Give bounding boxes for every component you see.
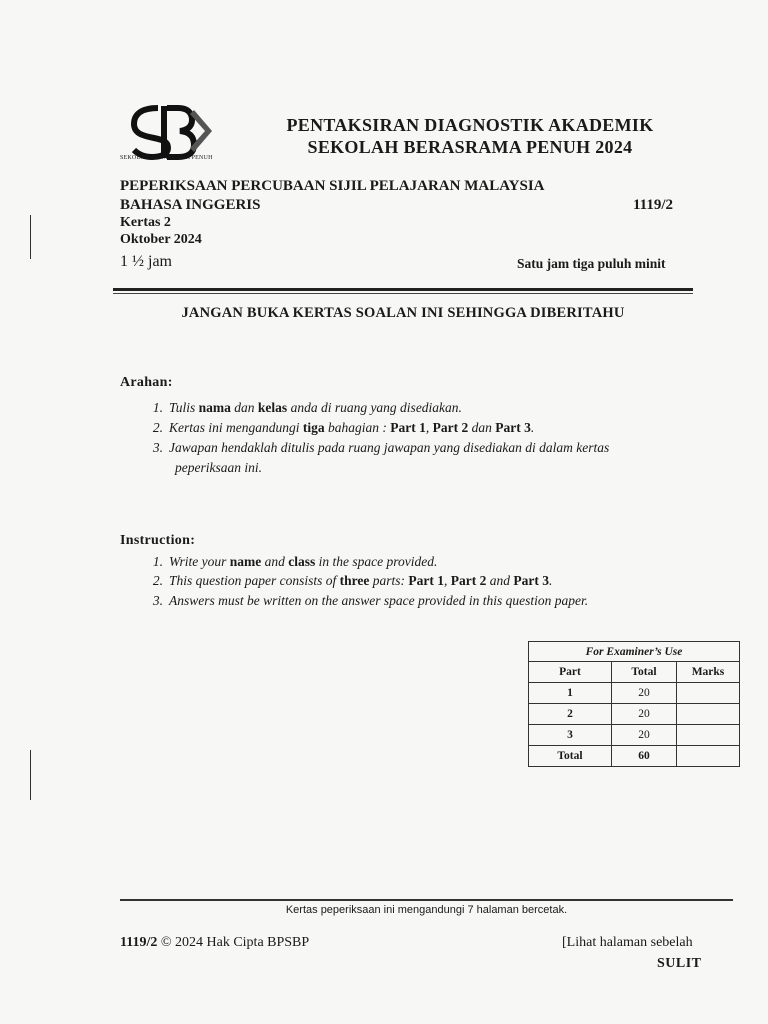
instruction-item-3: 3. Answers must be written on the answer space provided in this question paper. bbox=[152, 593, 589, 608]
logo-caption: SEKOLAH BERASRAMA PENUH bbox=[120, 155, 213, 161]
header-rule-thin bbox=[113, 293, 693, 294]
col-header-part: Part bbox=[529, 662, 612, 683]
footer-note: Kertas peperiksaan ini mengandungi 7 halaman bercetak. bbox=[285, 904, 568, 916]
header-line-2: SEKOLAH BERASRAMA PENUH 2024 bbox=[307, 137, 633, 157]
table-row: 3 20 bbox=[529, 725, 740, 746]
exam-date: Oktober 2024 bbox=[120, 232, 202, 247]
table-total-row: Total 60 bbox=[529, 746, 740, 767]
examiner-table bbox=[528, 641, 740, 767]
col-header-marks: Marks bbox=[677, 662, 740, 683]
marks-cell bbox=[677, 746, 740, 767]
table-row: 1 20 bbox=[529, 683, 740, 704]
header-line-1: PENTAKSIRAN DIAGNOSTIK AKADEMIK bbox=[286, 115, 654, 135]
exam-subject: BAHASA INGGERIS bbox=[120, 197, 261, 213]
arahan-item-1: 1. Tulis nama dan kelas anda di ruang yang disediakan. bbox=[152, 400, 462, 415]
table-row: 2 20 bbox=[529, 704, 740, 725]
exam-duration-words: Satu jam tiga puluh minit bbox=[517, 256, 666, 271]
arahan-heading: Arahan: bbox=[120, 375, 173, 390]
scan-mark bbox=[30, 750, 31, 800]
footer-rule bbox=[120, 899, 733, 901]
warning-text: JANGAN BUKA KERTAS SOALAN INI SEHINGGA DIBERITAHU bbox=[181, 305, 625, 321]
arahan-item-3-cont: peperiksaan ini. bbox=[175, 460, 262, 475]
instruction-item-1: 1. Write your name and class in the space provided. bbox=[152, 554, 438, 569]
footer-classification: SULIT bbox=[657, 956, 702, 971]
exam-code: 1119/2 bbox=[633, 197, 674, 213]
examiner-table-caption: For Examiner’s Use bbox=[529, 642, 740, 662]
marks-cell bbox=[677, 704, 740, 725]
exam-paper: Kertas 2 bbox=[120, 215, 171, 230]
footer-copyright: 1119/2 © 2024 Hak Cipta BPSBP bbox=[120, 935, 310, 950]
instruction-heading: Instruction: bbox=[120, 533, 196, 548]
marks-cell bbox=[677, 683, 740, 704]
marks-cell bbox=[677, 725, 740, 746]
instruction-item-2: 2. This question paper consists of three parts: Part 1, Part 2 and Part 3. bbox=[152, 573, 553, 588]
scan-mark bbox=[30, 215, 31, 259]
arahan-item-3: 3. Jawapan hendaklah ditulis pada ruang jawapan yang disediakan di dalam kertas bbox=[152, 440, 610, 455]
arahan-item-2: 2. Kertas ini mengandungi tiga bahagian : Part 1, Part 2 dan Part 3. bbox=[152, 420, 535, 435]
header-rule bbox=[113, 288, 693, 291]
footer-next-page: [Lihat halaman sebelah bbox=[562, 935, 693, 950]
col-header-total: Total bbox=[612, 662, 677, 683]
exam-duration: 1 ½ jam bbox=[120, 253, 172, 270]
exam-title: PEPERIKSAAN PERCUBAAN SIJIL PELAJARAN MALAYSIA bbox=[120, 178, 545, 194]
